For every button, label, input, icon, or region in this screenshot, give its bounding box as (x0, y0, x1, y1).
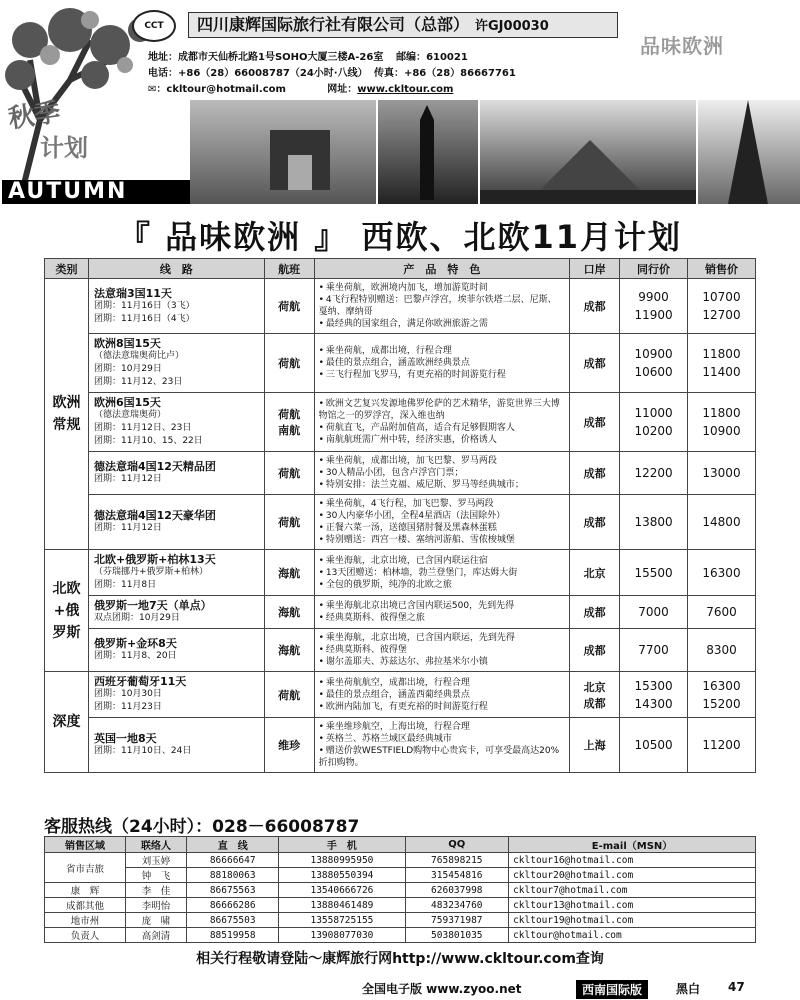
tour-row (45, 718, 756, 773)
retail-price: 14800 (702, 515, 741, 529)
contact-column-header: 手 机 (279, 837, 405, 853)
port-cell: 成都 (570, 629, 620, 672)
feature-item: • 英格兰、苏格兰域区最经典城市 (319, 733, 566, 745)
route-name[interactable]: 德法意瑞4国12天精品团 (93, 460, 216, 473)
feature-item: • 乘坐海航北京出境已含国内联运500，先到先得 (319, 600, 566, 612)
feature-item: • 乘坐海航，北京出境，已含国内联运，先到先得 (319, 632, 566, 644)
contact-block: 地址：成都市天仙桥北路1号SOHO大厦三楼A-26室 邮编：610021 电话：+86（28）66008787（24小时·八线） 传真：+86（28）86667761 ✉：ckltour@hotmail.com 网址：www.ckltour.com (148, 52, 516, 95)
contact-table (44, 836, 756, 943)
route-name[interactable]: 德法意瑞4国12天豪华团 (93, 509, 216, 522)
column-header: 产 品 特 色 (314, 259, 570, 279)
retail-price: 11800 (702, 347, 741, 361)
route-cell (88, 334, 264, 393)
contact-mobile[interactable]: 13540666726 (279, 883, 405, 898)
retail-price: 11400 (702, 365, 741, 379)
port-cell: 成都 (570, 393, 620, 452)
feature-item: • 30人精品小团，包含卢浮宫门票； (319, 467, 566, 479)
contact-phone[interactable]: 86675563 (187, 883, 279, 898)
company-logo: CCT (132, 10, 176, 42)
contact-column-header: E-mail（MSN） (509, 837, 756, 853)
route-cell (88, 672, 264, 718)
email-link[interactable]: ：ckltour@hotmail.com (156, 84, 286, 95)
category-cell: 欧洲常规 (45, 279, 89, 550)
retail-price-cell (688, 596, 756, 629)
retail-price: 10900 (702, 424, 741, 438)
region-cell: 省市吉旅 (45, 853, 126, 883)
features-cell (314, 596, 570, 629)
tour-row (45, 495, 756, 550)
route-name[interactable]: 欧洲8国15天 (93, 337, 161, 350)
feature-item: • 欧洲文艺复兴发源地佛罗伦萨的艺术精华，游览世界三大博物馆之一的罗浮宫，深入维也纳 (319, 398, 566, 422)
route-cell (88, 596, 264, 629)
departure-date: （德法意瑞奥荷比卢） (93, 351, 184, 361)
airline-cell: 维珍 (264, 718, 314, 773)
season-label: 秋季 (6, 97, 63, 135)
contact-phone[interactable]: 86666286 (187, 898, 279, 913)
trade-price: 11000 (634, 406, 673, 420)
airline-cell: 海航 (264, 629, 314, 672)
airline-cell: 荷航 (264, 452, 314, 495)
tour-row (45, 334, 756, 393)
retail-price: 16300 (702, 565, 741, 580)
contact-row (45, 913, 756, 928)
contact-mobile[interactable]: 13880461489 (279, 898, 405, 913)
trade-price-cell (620, 550, 688, 596)
departure-date: 团期：11月12日、23日 (93, 423, 192, 433)
features-cell (314, 718, 570, 773)
departure-date: 团期：10月30日 (93, 689, 162, 699)
website-link[interactable]: www.ckltour.com (357, 84, 454, 95)
port-cell: 成都 (570, 279, 620, 334)
route-name[interactable]: 法意瑞3国11天 (93, 286, 172, 300)
departure-date: 团期：11月8、20日 (93, 651, 177, 661)
feature-item: • 13天团赠送：柏林墙，勃兰登堡门，库达姆大街 (319, 567, 566, 579)
feature-item: • 三飞行程加飞罗马，有更充裕的时间游览行程 (319, 369, 566, 381)
feature-item: • 欧洲内陆加飞，有更充裕的时间游览行程 (319, 701, 566, 713)
route-name[interactable]: 西班牙葡萄牙11天 (93, 675, 187, 688)
feature-item: • 全包的俄罗斯，纯净的北欧之旅 (319, 579, 566, 591)
feature-item: • 特别赠送：西宫一楼、塞纳河游船、雪侬梭城堡 (319, 534, 566, 546)
airline-cell: 荷航 (264, 495, 314, 550)
port-cell: 上海 (570, 718, 620, 773)
feature-item: • 荷航直飞，产品附加值高，适合有足够假期客人 (319, 422, 566, 434)
departure-date: 团期：11月16日（3飞） (93, 300, 195, 311)
features-cell (314, 452, 570, 495)
feature-item: • 乘坐荷航航空，成都出境，行程合理 (319, 677, 566, 689)
trade-price: 10200 (634, 424, 673, 438)
port-cell: 成都 (570, 596, 620, 629)
route-cell (88, 718, 264, 773)
features-cell (314, 629, 570, 672)
contact-row (45, 898, 756, 913)
column-header: 线 路 (88, 259, 264, 279)
retail-price-cell (688, 550, 756, 596)
contact-row (45, 868, 756, 883)
departure-date: 团期：11月16日（4飞） (93, 313, 195, 324)
departure-date: 团期：11月12、23日 (93, 377, 183, 387)
page-number: 47 (728, 980, 745, 994)
retail-price: 7600 (706, 605, 737, 619)
port-cell: 成都 (570, 495, 620, 550)
feature-item: • 乘坐维珍航空，上海出境，行程合理 (319, 721, 566, 733)
region-cell: 康 辉 (45, 883, 126, 898)
contact-name: 刘玉婷 (125, 853, 186, 868)
retail-price: 11800 (702, 406, 741, 420)
contact-phone[interactable]: 86666647 (187, 853, 279, 868)
features-cell (314, 279, 570, 334)
features-cell (314, 550, 570, 596)
port-cell: 北京 成都 (570, 672, 620, 718)
port-cell: 北京 (570, 550, 620, 596)
retail-price-cell (688, 718, 756, 773)
contact-row (45, 928, 756, 943)
contact-email[interactable]: ckltour@hotmail.com (509, 928, 756, 943)
mail-icon: ✉ (148, 84, 157, 95)
retail-price-cell (688, 393, 756, 452)
contact-qq[interactable]: 315454816 (405, 868, 509, 883)
feature-item: • 30人内豪华小团，全程4星酒店（法国除外） (319, 510, 566, 522)
contact-column-header: 销售区域 (45, 837, 126, 853)
photo-strip (0, 100, 800, 204)
features-cell (314, 393, 570, 452)
contact-name: 李 佳 (125, 883, 186, 898)
departure-date: 团期：10月29日 (93, 364, 162, 374)
departure-date: 团期：11月8日 (93, 580, 157, 590)
contact-mobile[interactable]: 13880550394 (279, 868, 405, 883)
feature-item: • 经典莫斯科、彼得堡 (319, 644, 566, 656)
contact-email[interactable]: ckltour19@hotmail.com (509, 913, 756, 928)
departure-date: 团期：11月12日 (93, 523, 162, 533)
footer-website-line: 相关行程敬请登陆～康辉旅行网http://www.ckltour.com查询 (196, 951, 604, 967)
contact-row (45, 853, 756, 868)
route-name[interactable]: 俄罗斯一地7天（单点） (93, 599, 212, 612)
feature-item: • 4飞行程特别赠送：巴黎卢浮宫，埃菲尔铁塔二层、尼斯、戛纳、摩纳哥 (319, 294, 566, 318)
contact-email[interactable]: ckltour20@hotmail.com (509, 868, 756, 883)
column-header: 航班 (264, 259, 314, 279)
contact-email[interactable]: ckltour16@hotmail.com (509, 853, 756, 868)
contact-row (45, 883, 756, 898)
company-name: 四川康辉国际旅行社有限公司（总部） 许GJ00030 (188, 12, 618, 38)
departure-date: 团期：11月10日、24日 (93, 746, 192, 756)
trade-price: 15500 (634, 565, 673, 580)
tour-row (45, 550, 756, 596)
plan-label: 计划 (40, 133, 88, 162)
region-cell: 成都其他 (45, 898, 126, 913)
trade-price-cell (620, 393, 688, 452)
route-cell (88, 279, 264, 334)
route-name[interactable]: 英国一地8天 (93, 732, 157, 745)
retail-price-cell (688, 672, 756, 718)
feature-item: • 乘坐荷航，4飞行程，加飞巴黎、罗马两段 (319, 498, 566, 510)
region-cell: 负责人 (45, 928, 126, 943)
column-header: 同行价 (620, 259, 688, 279)
departure-date: （德法意瑞奥荷） (93, 410, 166, 420)
retail-price: 8300 (706, 643, 737, 657)
contact-column-header: 直 线 (187, 837, 279, 853)
contact-qq[interactable]: 759371987 (405, 913, 509, 928)
feature-item: • 最佳的景点组合，涵盖欧洲经典景点 (319, 357, 566, 369)
feature-item: • 乘坐荷航，成都出境，行程合理 (319, 345, 566, 357)
tour-row (45, 596, 756, 629)
arc-de-triomphe-photo (190, 100, 376, 204)
tour-row (45, 393, 756, 452)
route-name[interactable]: 俄罗斯+金环8天 (93, 637, 177, 650)
contact-name: 庞 啸 (125, 913, 186, 928)
departure-date: 双点团期：10月29日 (93, 613, 180, 623)
contact-qq[interactable]: 483234760 (405, 898, 509, 913)
retail-price: 15200 (702, 696, 741, 711)
feature-item: • 乘坐荷航，欧洲境内加飞，增加游览时间 (319, 282, 566, 294)
category-cell: 北欧+俄罗斯 (45, 550, 89, 672)
column-header: 销售价 (688, 259, 756, 279)
column-header: 口岸 (570, 259, 620, 279)
feature-item: • 特别安排：法兰克福、威尼斯、罗马等经典城市； (319, 479, 566, 491)
retail-price: 12700 (702, 308, 741, 322)
route-name[interactable]: 欧洲6国15天 (93, 396, 161, 409)
autumn-banner: AUTUMN (2, 180, 192, 204)
contact-qq[interactable]: 503801035 (405, 928, 509, 943)
big-ben-photo (378, 100, 478, 204)
feature-item: • 赠送价敦WESTFIELD购物中心贵宾卡，可享受最高达20%折扣购物。 (319, 745, 566, 769)
feature-item: • 最经典的国家组合，满足你欧洲旅游之需 (319, 318, 566, 330)
route-cell (88, 550, 264, 596)
airline-cell: 荷航 (264, 279, 314, 334)
retail-price-cell (688, 495, 756, 550)
features-cell (314, 672, 570, 718)
contact-qq[interactable]: 765898215 (405, 853, 509, 868)
contact-qq[interactable]: 626037998 (405, 883, 509, 898)
airline-cell: 海航 (264, 550, 314, 596)
retail-price: 10700 (702, 290, 741, 304)
trade-price: 9900 (638, 290, 669, 304)
retail-price: 11200 (702, 738, 741, 752)
page-footer (0, 978, 800, 1000)
license-number: 许GJ00030 (475, 19, 549, 34)
trade-price: 15300 (634, 678, 673, 693)
trade-price-cell (620, 334, 688, 393)
trade-price-cell (620, 495, 688, 550)
trade-price: 12200 (634, 466, 673, 480)
trade-price-cell (620, 629, 688, 672)
contact-column-header: 联络人 (125, 837, 186, 853)
retail-price-cell (688, 279, 756, 334)
feature-item: • 经典莫斯科、彼得堡之旅 (319, 612, 566, 624)
trade-price: 13800 (634, 515, 673, 529)
trade-price: 7700 (638, 643, 669, 657)
category-cell: 深度 (45, 672, 89, 773)
trade-price-cell (620, 672, 688, 718)
tour-row (45, 672, 756, 718)
hotline: 客服热线（24小时）：028－66008787 (44, 817, 360, 837)
contact-mobile[interactable]: 13558725155 (279, 913, 405, 928)
column-header: 类别 (45, 259, 89, 279)
retail-price: 16300 (702, 678, 741, 693)
tour-row (45, 279, 756, 334)
trade-price-cell (620, 596, 688, 629)
port-cell: 成都 (570, 334, 620, 393)
contact-name: 李明怡 (125, 898, 186, 913)
features-cell (314, 495, 570, 550)
print-mode: 黑白 (676, 982, 701, 996)
contact-mobile[interactable]: 13880995950 (279, 853, 405, 868)
retail-price-cell (688, 334, 756, 393)
feature-item: • 南航航班需广州中转，经济实惠，价格诱人 (319, 434, 566, 446)
trade-price: 11900 (634, 308, 673, 322)
feature-item: • 乘坐海航，北京出境，已含国内联运往宿 (319, 555, 566, 567)
feature-item: • 谢尔盖耶夫、苏兹达尔、弗拉基米尔小镇 (319, 656, 566, 668)
feature-item: • 正餐六菜一汤，送德国猪肘餐及黑森林蛋糕 (319, 522, 566, 534)
features-cell (314, 334, 570, 393)
trade-price: 10600 (634, 365, 673, 379)
trade-price: 7000 (638, 605, 669, 619)
contact-email[interactable]: ckltour7@hotmail.com (509, 883, 756, 898)
retail-price-cell (688, 452, 756, 495)
page-title: 『 品味欧洲 』 西欧、北欧11月计划 (118, 218, 682, 256)
contact-phone[interactable]: 88519958 (187, 928, 279, 943)
contact-name: 高剑清 (125, 928, 186, 943)
region-cell: 地市州 (45, 913, 126, 928)
retail-price: 13000 (702, 466, 741, 480)
edition-label: 全国电子版 www.zyoo.net (362, 982, 522, 996)
airline-cell: 荷航 (264, 334, 314, 393)
feature-item: • 乘坐荷航，成都出境，加飞巴黎、罗马两段 (319, 455, 566, 467)
trade-price: 10900 (634, 347, 673, 361)
contact-name: 钟 飞 (125, 868, 186, 883)
route-cell (88, 452, 264, 495)
contact-phone[interactable]: 86675503 (187, 913, 279, 928)
brand-tag: 品味欧洲 (640, 34, 724, 58)
contact-phone[interactable]: 88180063 (187, 868, 279, 883)
eiffel-tower-photo (698, 100, 800, 204)
departure-date: 团期：11月10、15、22日 (93, 436, 203, 446)
contact-email[interactable]: ckltour13@hotmail.com (509, 898, 756, 913)
airline-cell: 荷航 南航 (264, 393, 314, 452)
trade-price-cell (620, 452, 688, 495)
departure-date: （芬瑞挪丹+俄罗斯+柏林） (93, 567, 209, 577)
tour-row (45, 452, 756, 495)
tour-table (44, 258, 756, 773)
airline-cell: 荷航 (264, 672, 314, 718)
route-cell (88, 495, 264, 550)
departure-date: 团期：11月12日 (93, 474, 162, 484)
route-name[interactable]: 北欧+俄罗斯+柏林13天 (93, 553, 216, 566)
edition-badge: 西南国际版 (576, 980, 648, 999)
contact-column-header: QQ (405, 837, 509, 853)
trade-price-cell (620, 279, 688, 334)
route-cell (88, 629, 264, 672)
airline-cell: 海航 (264, 596, 314, 629)
trade-price: 14300 (634, 696, 673, 711)
header (0, 0, 800, 210)
retail-price-cell (688, 629, 756, 672)
port-cell: 成都 (570, 452, 620, 495)
feature-item: • 最佳的景点组合，涵盖西葡经典景点 (319, 689, 566, 701)
louvre-pyramid-photo (480, 100, 696, 204)
contact-mobile[interactable]: 13908077030 (279, 928, 405, 943)
departure-date: 团期：11月23日 (93, 702, 162, 712)
route-cell (88, 393, 264, 452)
trade-price: 10500 (634, 738, 673, 752)
tour-row (45, 629, 756, 672)
trade-price-cell (620, 718, 688, 773)
